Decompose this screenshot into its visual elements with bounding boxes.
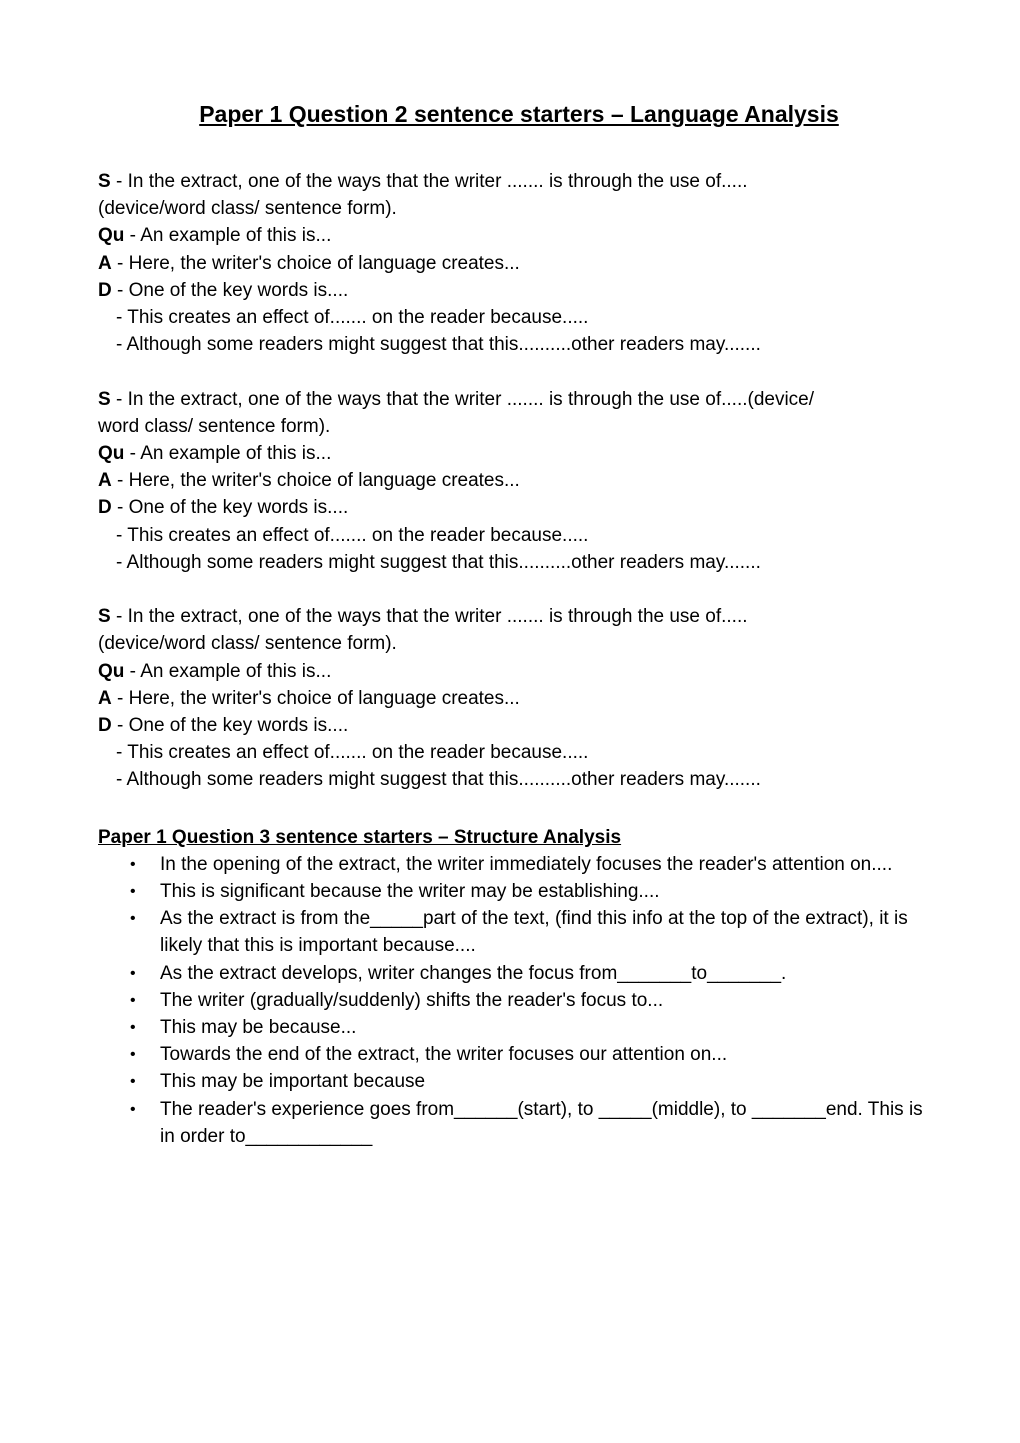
s-line	[98, 603, 928, 630]
list-item	[98, 987, 928, 1014]
list-item	[98, 878, 928, 905]
s-line-continued: (device/word class/ sentence form).	[98, 198, 397, 220]
list-item	[98, 905, 928, 959]
bullet-icon: •	[130, 910, 136, 928]
bullet-icon: •	[130, 1019, 136, 1037]
structure-group-opening	[98, 851, 928, 960]
d-sub-effect: - This creates an effect of....... on the reader because.....	[116, 742, 589, 764]
a-line	[98, 250, 928, 277]
bullet-icon: •	[130, 1100, 136, 1118]
d-letter: D	[98, 279, 112, 301]
s-text: - In the extract, one of the ways that the writer ....... is through the use of.....	[110, 171, 748, 192]
d-letter: D	[98, 715, 112, 737]
qu-text: - An example of this is...	[124, 225, 332, 247]
seqa-block-2	[98, 386, 928, 576]
s-text: - In the extract, one of the ways that the writer ....... is through the use of.....	[110, 606, 748, 628]
qu-line	[98, 222, 928, 249]
list-item-text: Towards the end of the extract, the writer focuses our attention on...	[160, 1044, 728, 1066]
a-text: - Here, the writer's choice of language creates...	[111, 470, 520, 492]
d-sub-effect: - This creates an effect of....... on the reader because.....	[116, 307, 589, 329]
bullet-icon: •	[130, 1073, 136, 1091]
list-item-text: The writer (gradually/suddenly) shifts the reader's focus to...	[160, 989, 664, 1011]
list-item	[98, 1014, 928, 1041]
d-text: - One of the key words is....	[111, 279, 349, 301]
qu-letter: Qu	[98, 660, 125, 682]
qu-text: - An example of this is...	[124, 443, 332, 465]
s-line-continued: (device/word class/ sentence form).	[98, 633, 397, 655]
qu-letter: Qu	[98, 225, 125, 247]
s-letter: S	[98, 606, 111, 628]
s-text: - In the extract, one of the ways that the writer ....... is through the use of.....(device/	[110, 388, 815, 410]
s-line	[98, 168, 928, 195]
d-line	[98, 277, 928, 304]
d-line	[98, 712, 928, 739]
d-sub-readers: - Although some readers might suggest that this..........other readers may.......	[116, 551, 761, 573]
bullet-icon: •	[130, 1046, 136, 1064]
s-letter: S	[98, 171, 111, 192]
list-item-text: This is significant because the writer may be establishing....	[160, 881, 660, 903]
bullet-icon: •	[130, 883, 136, 901]
a-letter: A	[98, 687, 112, 709]
list-item	[98, 1041, 928, 1068]
bullet-icon: •	[130, 964, 136, 982]
q2-title: Paper 1 Question 2 sentence starters – Language Analysis	[199, 101, 839, 127]
list-item	[98, 960, 928, 987]
s-line-continued: word class/ sentence form).	[98, 415, 331, 437]
list-item	[98, 1068, 928, 1095]
d-text: - One of the key words is....	[111, 715, 349, 737]
document-page	[98, 98, 928, 1150]
bullet-icon: •	[130, 855, 136, 873]
seqa-block-1	[98, 168, 928, 358]
list-item-text: In the opening of the extract, the writer immediately focuses the reader's attention on....	[160, 853, 893, 875]
structure-group-develops	[98, 960, 928, 1042]
seqa-block-3	[98, 603, 928, 793]
list-item-text: As the extract is from the_____part of the text, (find this info at the top of the extract), it is likely that this is important because....	[160, 908, 908, 957]
a-line	[98, 685, 928, 712]
q3-title: Paper 1 Question 3 sentence starters – Structure Analysis	[98, 826, 622, 848]
d-sub-readers: - Although some readers might suggest that this..........other readers may.......	[116, 334, 761, 356]
d-sub-effect: - This creates an effect of....... on the reader because.....	[116, 524, 589, 546]
qu-letter: Qu	[98, 443, 125, 465]
a-text: - Here, the writer's choice of language creates...	[111, 252, 520, 274]
a-letter: A	[98, 470, 112, 492]
list-item-text: This may be because...	[160, 1017, 357, 1039]
d-letter: D	[98, 497, 112, 519]
a-text: - Here, the writer's choice of language creates...	[111, 687, 520, 709]
a-line	[98, 467, 928, 494]
a-letter: A	[98, 252, 112, 274]
structure-group-ending	[98, 1041, 928, 1150]
d-sub-readers: - Although some readers might suggest that this..........other readers may.......	[116, 769, 761, 791]
d-text: - One of the key words is....	[111, 497, 349, 519]
list-item	[98, 1096, 928, 1150]
d-line	[98, 494, 928, 521]
bullet-icon: •	[130, 991, 136, 1009]
s-letter: S	[98, 388, 111, 410]
qu-line	[98, 658, 928, 685]
list-item-text: This may be important because	[160, 1071, 426, 1093]
list-item-text: As the extract develops, writer changes the focus from_______to_______.	[160, 962, 787, 984]
list-item-text: The reader's experience goes from______(start), to _____(middle), to _______end. This is in order to____________	[160, 1098, 923, 1147]
list-item	[98, 851, 928, 878]
qu-line	[98, 440, 928, 467]
qu-text: - An example of this is...	[124, 660, 332, 682]
s-line	[98, 386, 928, 413]
